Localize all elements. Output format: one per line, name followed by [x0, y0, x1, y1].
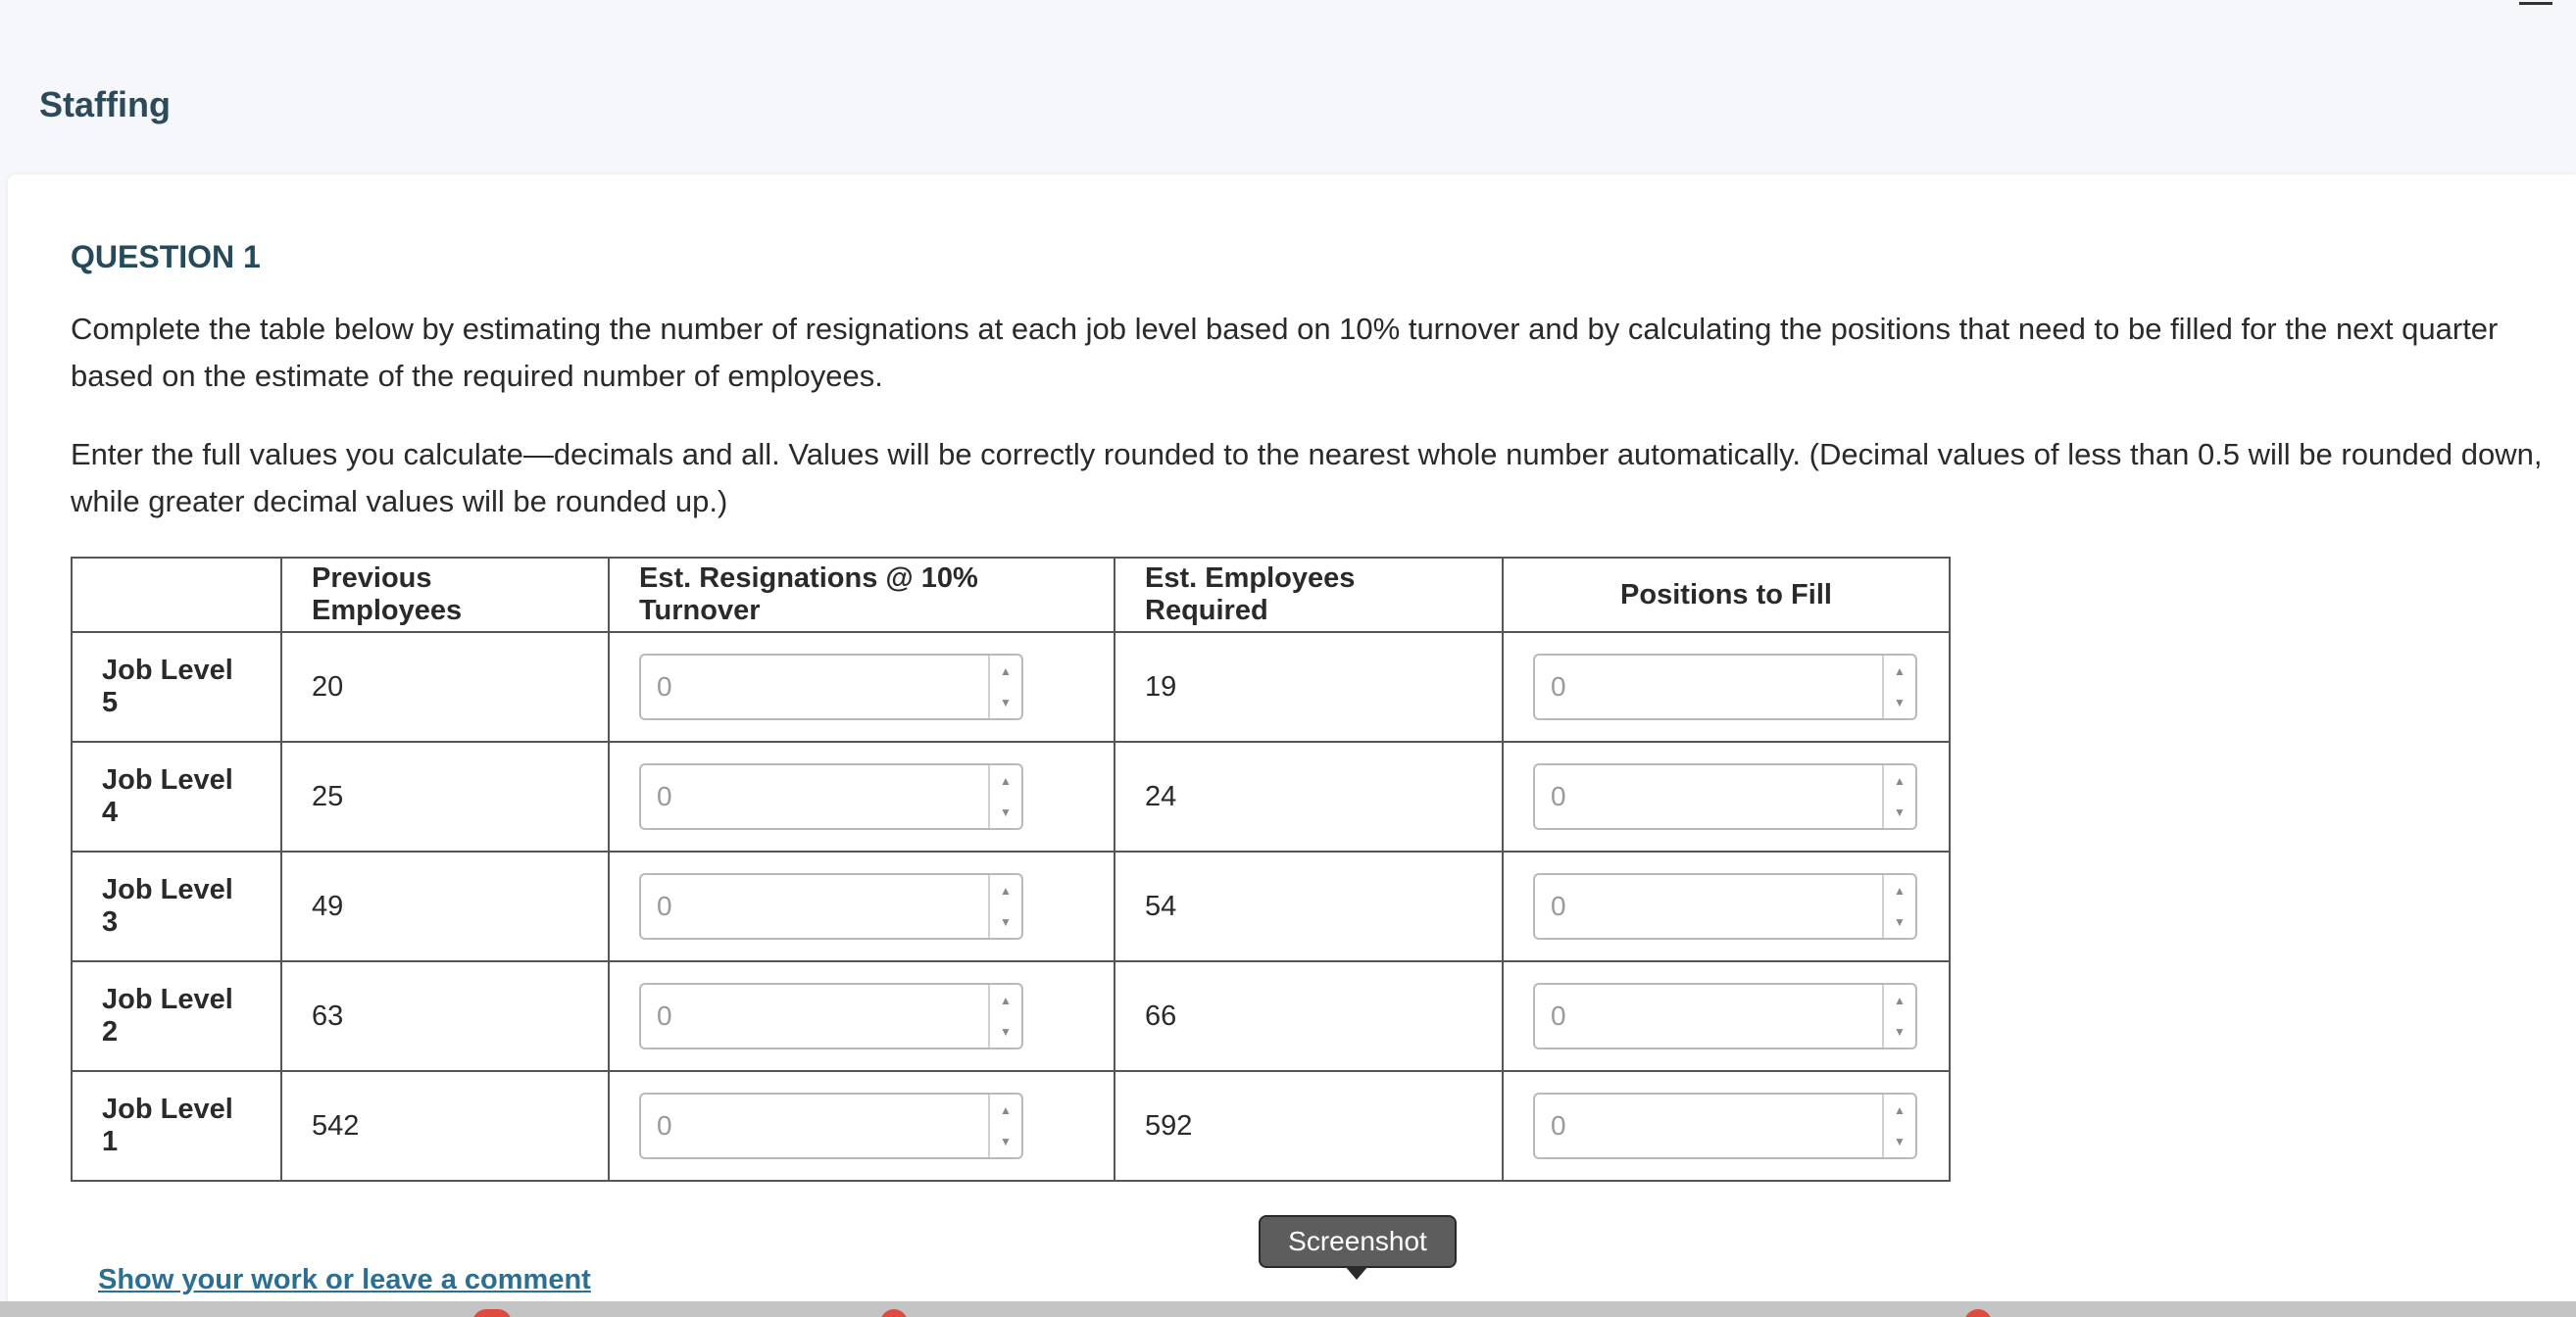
- positions-field[interactable]: [1535, 1095, 1882, 1157]
- table-row: [72, 1071, 1950, 1181]
- positions-input[interactable]: [1533, 983, 1917, 1049]
- positions-field[interactable]: [1535, 656, 1882, 718]
- positions-cell: [1503, 742, 1950, 852]
- resignations-field[interactable]: [641, 1095, 988, 1157]
- table-header-resignations: Est. Resignations @ 10% Turnover: [609, 558, 1115, 632]
- job-level-label: Job Level 5: [72, 632, 281, 742]
- spinner-up-icon[interactable]: ▲: [1894, 774, 1906, 788]
- show-work-link[interactable]: Show your work or leave a comment: [98, 1264, 591, 1295]
- spinner-down-icon[interactable]: ▼: [1894, 1025, 1906, 1039]
- tooltip-pointer: [1345, 1266, 1368, 1280]
- number-spinner[interactable]: [988, 656, 1021, 718]
- spinner-up-icon[interactable]: ▲: [1894, 1103, 1906, 1117]
- resignations-cell: [609, 742, 1115, 852]
- question-heading: QUESTION 1: [71, 239, 261, 274]
- spinner-up-icon[interactable]: ▲: [1894, 884, 1906, 898]
- employees-required-value: 24: [1115, 742, 1503, 852]
- menu-icon[interactable]: [2519, 2, 2552, 5]
- positions-input[interactable]: [1533, 1093, 1917, 1159]
- spinner-up-icon[interactable]: ▲: [1894, 664, 1906, 678]
- number-spinner[interactable]: [988, 875, 1021, 938]
- table-header-previous: Previous Employees: [281, 558, 609, 632]
- resignations-cell: [609, 632, 1115, 742]
- number-spinner[interactable]: [1882, 765, 1915, 828]
- previous-employees-value: 20: [281, 632, 609, 742]
- positions-input[interactable]: [1533, 763, 1917, 830]
- table-header-required: Est. Employees Required: [1115, 558, 1503, 632]
- spinner-up-icon[interactable]: ▲: [1000, 774, 1012, 788]
- positions-field[interactable]: [1535, 985, 1882, 1048]
- job-level-label: Job Level 4: [72, 742, 281, 852]
- staffing-table: [71, 557, 1951, 1182]
- previous-employees-value: 63: [281, 961, 609, 1071]
- spinner-down-icon[interactable]: ▼: [1000, 1135, 1012, 1148]
- spinner-down-icon[interactable]: ▼: [1000, 696, 1012, 709]
- previous-employees-value: 542: [281, 1071, 609, 1181]
- employees-required-value: 19: [1115, 632, 1503, 742]
- number-spinner[interactable]: [988, 765, 1021, 828]
- table-header-blank: [72, 558, 281, 632]
- job-level-label: Job Level 2: [72, 961, 281, 1071]
- resignations-input[interactable]: [639, 983, 1023, 1049]
- spinner-down-icon[interactable]: ▼: [1000, 915, 1012, 929]
- employees-required-value: 592: [1115, 1071, 1503, 1181]
- spinner-up-icon[interactable]: ▲: [1000, 1103, 1012, 1117]
- employees-required-value: 54: [1115, 852, 1503, 961]
- positions-cell: [1503, 852, 1950, 961]
- resignations-input[interactable]: [639, 763, 1023, 830]
- resignations-field[interactable]: [641, 656, 988, 718]
- positions-field[interactable]: [1535, 765, 1882, 828]
- spinner-up-icon[interactable]: ▲: [1000, 994, 1012, 1007]
- spinner-up-icon[interactable]: ▲: [1894, 994, 1906, 1007]
- resignations-field[interactable]: [641, 985, 988, 1048]
- spinner-down-icon[interactable]: ▼: [1894, 915, 1906, 929]
- positions-cell: [1503, 1071, 1950, 1181]
- positions-input[interactable]: [1533, 654, 1917, 720]
- resignations-cell: [609, 961, 1115, 1071]
- resignations-field[interactable]: [641, 875, 988, 938]
- positions-field[interactable]: [1535, 875, 1882, 938]
- spinner-up-icon[interactable]: ▲: [1000, 664, 1012, 678]
- spinner-down-icon[interactable]: ▼: [1894, 805, 1906, 819]
- job-level-label: Job Level 3: [72, 852, 281, 961]
- resignations-input[interactable]: [639, 654, 1023, 720]
- previous-employees-value: 25: [281, 742, 609, 852]
- page-title: Staffing: [39, 84, 171, 124]
- spinner-down-icon[interactable]: ▼: [1894, 696, 1906, 709]
- table-row: [72, 961, 1950, 1071]
- positions-input[interactable]: [1533, 873, 1917, 940]
- number-spinner[interactable]: [1882, 1095, 1915, 1157]
- spinner-down-icon[interactable]: ▼: [1894, 1135, 1906, 1148]
- resignations-cell: [609, 1071, 1115, 1181]
- resignations-input[interactable]: [639, 1093, 1023, 1159]
- question-instructions: Complete the table below by estimating the number of resignations at each job level based on 10% turnover and by calculating the positions that need to be filled for the next quarter based on the estimate of the required number of employees.: [71, 312, 2499, 393]
- positions-cell: [1503, 632, 1950, 742]
- number-spinner[interactable]: [988, 985, 1021, 1048]
- question-rounding-note: Enter the full values you calculate—decimals and all. Values will be correctly rounded to the nearest whole number automatically. (Decimal values of less than 0.5 will be rounded down, while greater decimal values will be rounded up.): [71, 437, 2543, 518]
- table-row: [72, 632, 1950, 742]
- table-header-positions: Positions to Fill: [1503, 558, 1950, 632]
- screenshot-tooltip: Screenshot: [1259, 1215, 1457, 1268]
- spinner-down-icon[interactable]: ▼: [1000, 1025, 1012, 1039]
- resignations-input[interactable]: [639, 873, 1023, 940]
- resignations-field[interactable]: [641, 765, 988, 828]
- number-spinner[interactable]: [1882, 985, 1915, 1048]
- resignations-cell: [609, 852, 1115, 961]
- job-level-label: Job Level 1: [72, 1071, 281, 1181]
- bottom-toolbar: [0, 1301, 2576, 1317]
- spinner-down-icon[interactable]: ▼: [1000, 805, 1012, 819]
- spinner-up-icon[interactable]: ▲: [1000, 884, 1012, 898]
- table-header-row: [72, 558, 1950, 632]
- employees-required-value: 66: [1115, 961, 1503, 1071]
- table-row: [72, 742, 1950, 852]
- table-row: [72, 852, 1950, 961]
- number-spinner[interactable]: [1882, 875, 1915, 938]
- positions-cell: [1503, 961, 1950, 1071]
- number-spinner[interactable]: [1882, 656, 1915, 718]
- number-spinner[interactable]: [988, 1095, 1021, 1157]
- question-panel: [8, 174, 2576, 1317]
- previous-employees-value: 49: [281, 852, 609, 961]
